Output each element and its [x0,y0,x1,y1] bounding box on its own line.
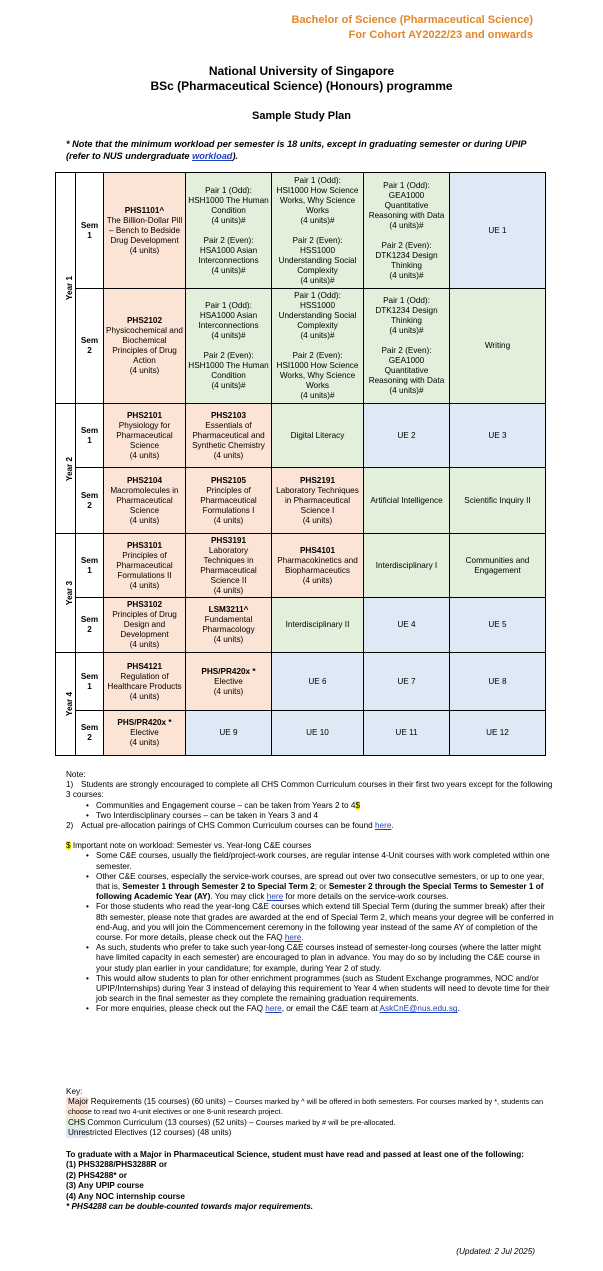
ce-bullet: • Some C&E courses, usually the field/project-work courses, are regular intense 4-Unit courses with work completed within one semester. [66,851,556,871]
note-1: 1) Students are strongly encouraged to complete all CHS Common Curriculum courses in their first two years except for the following 3 courses: [66,780,553,800]
row-y2s1 [56,404,546,468]
service-work-here-link[interactable]: here [266,892,284,902]
course-cell: UE 8 [450,653,546,711]
course-cell: PHS3102 Principles of Drug Design and Development (4 units) [104,598,186,653]
row-y1s2 [56,289,546,404]
ce-bullet: • This would allow students to plan for other enrichment programmes (such as Student Exchange programmes, NOC and/or UPIP/Internships) during Year 3 instead of delaying this requirement to Year 4 when students will need to devote time for their job search in the final semester as they complete the remaining graduation requirements. [66,974,556,1005]
updated-date: (Updated: 2 Jul 2025) [456,1247,535,1256]
course-cell: PHS2105 Principles of Pharmaceutical Formulations I (4 units) [186,468,272,534]
row-y1s1 [56,173,546,289]
workload-link[interactable]: workload [192,151,233,161]
notes-section [66,770,556,1015]
graduation-requirements: To graduate with a Major in Pharmaceutical Science, student must have read and passed at least one of the following: (1) PHS3288/PHS3288R or (2) PHS4288* or (3) Any UPIP course (4) Any NOC internship course * PHS4288 can be double-counted towards major requirements. [66,1150,524,1212]
course-cell: PHS4121 Regulation of Healthcare Products (4 units) [104,653,186,711]
programme-header [292,13,534,43]
course-cell: PHS3191 Laboratory Techniques in Pharmaceutical Science II (4 units) [186,534,272,598]
note-2: 2) Actual pre-allocation pairings of CHS Common Curriculum courses can be found here. [66,821,394,831]
course-cell: UE 9 [186,711,272,756]
sem-label: Sem 1 [76,534,104,598]
sem-label: Sem 1 [76,173,104,289]
document-title [0,64,603,94]
ce-bullet: • For those students who read the year-long C&E courses which extend till Special Term (during the summer break) after their 8th semester, please note that grades are awarded at the end of Special Term 2, which means your degree will be conferred in end-Aug, and you will join the Commencement ceremony in the following year instead of the same AY of completion of the course. For more details, please check out the FAQ here. [66,902,556,943]
course-cell: PHS/PR420x * Elective (4 units) [186,653,272,711]
year-4-label: Year 4 [56,653,76,756]
course-cell: PHS2191 Laboratory Techniques in Pharmaceutical Science I (4 units) [272,468,364,534]
cohort-label: For Cohort AY2022/23 and onwards [348,29,533,41]
sem-label: Sem 2 [76,289,104,404]
key-chs: CHS Common Curriculum (13 courses) (52 units) – Courses marked by # will be pre-allocated. [68,1117,396,1127]
course-cell: Pair 1 (Odd): HSH1000 The Human Condition (4 units)# Pair 2 (Even): HSA1000 Asian Interconnections (4 units)# [186,173,272,289]
row-y3s1 [56,534,546,598]
course-cell: UE 5 [450,598,546,653]
note-1-bullet: • Two Interdisciplinary courses – can be taken in Years 3 and 4 [66,811,556,821]
study-plan-table [55,172,546,756]
plan-title: Sample Study Plan [251,110,352,122]
pairings-here-link[interactable]: here [374,821,392,831]
programme-name: Bachelor of Science (Pharmaceutical Science) [291,14,533,26]
university-name: National University of Singapore [208,64,395,78]
note-1-bullet: • Communities and Engagement course – can be taken from Years 2 to 4$ [66,801,556,811]
programme-title: BSc (Pharmaceutical Science) (Honours) programme [150,79,453,93]
course-cell: Pair 1 (Odd): HSS1000 Understanding Social Complexity (4 units)# Pair 2 (Even): HSI1000 How Science Works, Why Science Works (4 units)# [272,289,364,404]
course-cell: PHS3101 Principles of Pharmaceutical Formulations II (4 units) [104,534,186,598]
key-major: Major Requirements (15 courses) (60 units) – Courses marked by ^ will be offered in both semesters. For courses marked by *, students can choose to read two 4-unit electives or one 8-unit research project. [68,1097,544,1117]
course-cell: Pair 1 (Odd): GEA1000 Quantitative Reasoning with Data (4 units)# Pair 2 (Even): DTK1234 Design Thinking (4 units)# [364,173,450,289]
course-cell: Pair 1 (Odd): HSI1000 How Science Works, Why Science Works (4 units)# Pair 2 (Even): HSS1000 Understanding Social Complexity (4 units)# [272,173,364,289]
faq-here-link[interactable]: here [284,933,302,943]
email-link[interactable]: AskCnE@nus.edu.sg [379,1004,458,1014]
course-cell: UE 6 [272,653,364,711]
ce-bullet: • Other C&E courses, especially the service-work courses, are spread out over two consecutive semesters, or up to one year, that is, Semester 1 through Semester 2 to Special Term 2; or Semester 2 through the Special Terms to Semester 1 of following Academic Year (AY). You may click here for more details on the service-work courses. [66,872,556,903]
course-cell: Communities and Engagement [450,534,546,598]
course-cell: UE 12 [450,711,546,756]
course-cell: PHS2102 Physicochemical and Biochemical Principles of Drug Action (4 units) [104,289,186,404]
workload-note: * Note that the minimum workload per semester is 18 units, except in graduating semester or during UPIP (refer to NUS undergraduate workload). [66,139,527,161]
course-cell: PHS2101 Physiology for Pharmaceutical Science (4 units) [104,404,186,468]
row-y3s2 [56,598,546,653]
course-cell: Digital Literacy [272,404,364,468]
course-cell: PHS/PR420x * Elective (4 units) [104,711,186,756]
course-cell: PHS1101^ The Billion-Dollar Pill – Bench to Bedside Drug Development (4 units) [104,173,186,289]
key-section [66,1087,556,1138]
course-cell: Pair 1 (Odd): DTK1234 Design Thinking (4 units)# Pair 2 (Even): GEA1000 Quantitative Reasoning with Data (4 units)# [364,289,450,404]
course-cell: Pair 1 (Odd): HSA1000 Asian Interconnections (4 units)# Pair 2 (Even): HSH1000 The Human Condition (4 units)# [186,289,272,404]
course-cell: UE 2 [364,404,450,468]
course-cell: Writing [450,289,546,404]
course-cell: PHS2103 Essentials of Pharmaceutical and Synthetic Chemistry (4 units) [186,404,272,468]
row-y2s2 [56,468,546,534]
course-cell: UE 4 [364,598,450,653]
sem-label: Sem 2 [76,468,104,534]
sem-label: Sem 2 [76,711,104,756]
course-cell: UE 3 [450,404,546,468]
course-cell: UE 1 [450,173,546,289]
course-cell: PHS2104 Macromolecules in Pharmaceutical Science (4 units) [104,468,186,534]
course-cell: Interdisciplinary I [364,534,450,598]
enquiry-faq-link[interactable]: here [265,1004,282,1014]
key-ue: Unrestricted Electives (12 courses) (48 units) [68,1127,232,1137]
course-cell: Interdisciplinary II [272,598,364,653]
ce-bullet: • For more enquiries, please check out the FAQ here, or email the C&E team at AskCnE@nus.edu.sg. [66,1004,556,1014]
course-cell: LSM3211^ Fundamental Pharmacology (4 units) [186,598,272,653]
course-cell: Artificial Intelligence [364,468,450,534]
row-y4s2 [56,711,546,756]
year-1-label: Year 1 [56,173,76,404]
year-3-label: Year 3 [56,534,76,653]
sem-label: Sem 2 [76,598,104,653]
key-label: Key: [66,1087,83,1096]
year-2-label: Year 2 [56,404,76,534]
ce-note-title: $ Important note on workload: Semester vs. Year-long C&E courses [66,841,312,851]
course-cell: UE 10 [272,711,364,756]
course-cell: UE 7 [364,653,450,711]
row-y4s1 [56,653,546,711]
notes-label: Note: [66,770,86,779]
sem-label: Sem 1 [76,404,104,468]
course-cell: UE 11 [364,711,450,756]
course-cell: PHS4101 Pharmacokinetics and Biopharmaceutics (4 units) [272,534,364,598]
course-cell: Scientific Inquiry II [450,468,546,534]
sem-label: Sem 1 [76,653,104,711]
ce-bullet: • As such, students who prefer to take such year-long C&E courses instead of semester-long courses (where the latter might have limited capacity in each semester) are encouraged to plan in advance. You may do so by including the C&E course in your study plan earlier in your candidature; for example, during Year 2 of study. [66,943,556,974]
